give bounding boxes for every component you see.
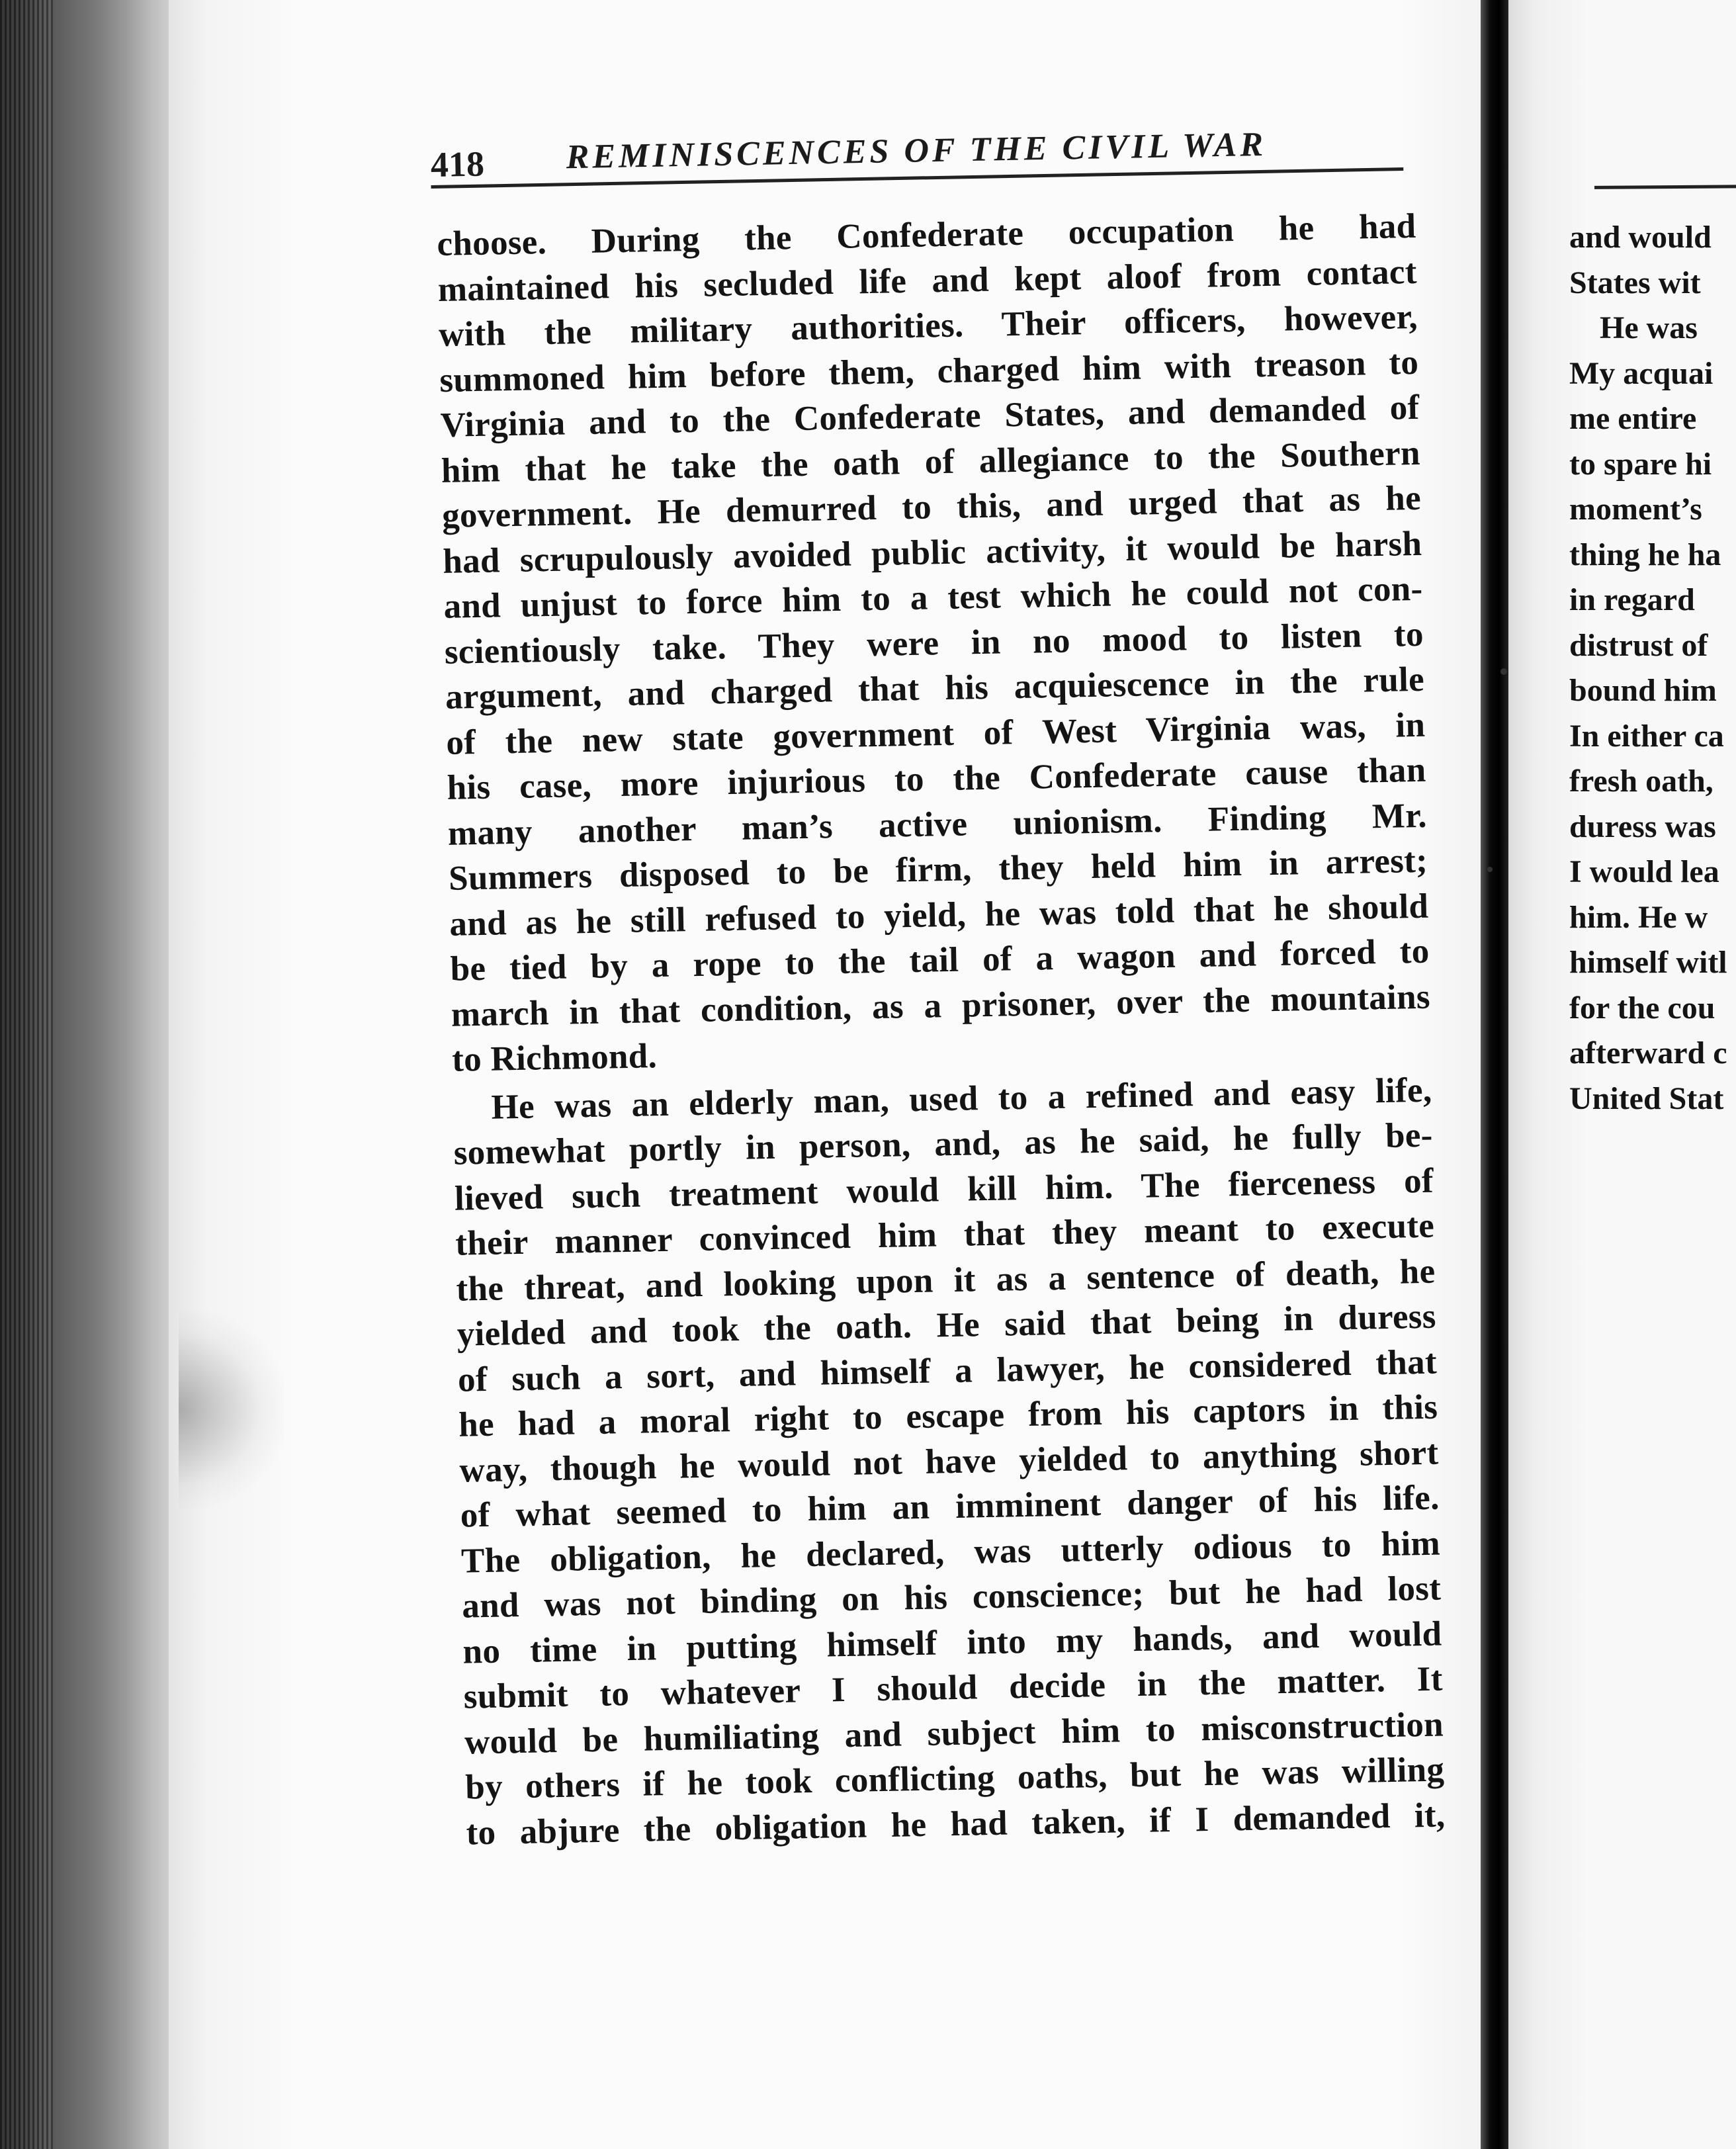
text-line: lieved such treatment would kill him. The fierceness of: [454, 1161, 1434, 1218]
text-line: to Richmond.: [451, 1037, 658, 1079]
text-line: thing he ha: [1569, 537, 1721, 572]
text-line: and was not binding on his conscience; but he had lost: [461, 1569, 1442, 1626]
page-body: [437, 204, 1446, 1856]
text-line: in regard: [1569, 582, 1695, 617]
text-line: of the new state government of West Virginia was, in: [445, 705, 1426, 762]
text-line: Summers disposed to be firm, they held him in arrest;: [448, 841, 1428, 898]
text-line: moment’s: [1569, 492, 1702, 527]
text-line: choose. During the Confederate occupation he had: [437, 206, 1416, 263]
text-line: himself witl: [1569, 945, 1727, 980]
text-line: their manner convinced him that they meant to execute: [455, 1206, 1435, 1263]
text-line: be tied by a rope to the tail of a wagon and forced to: [450, 932, 1430, 988]
text-line: He was: [1600, 310, 1698, 345]
text-line: distrust of: [1569, 627, 1708, 663]
scan-speck: [1500, 668, 1507, 675]
text-line: with the military authorities. Their officers, however,: [438, 297, 1418, 354]
text-line: to abjure the obligation he had taken, if I demanded it,: [466, 1795, 1446, 1853]
text-line: United Stat: [1569, 1080, 1724, 1116]
text-line: argument, and charged that his acquiescence in the rule: [445, 660, 1425, 717]
page-stain: [179, 1310, 284, 1509]
page-number: 418: [430, 144, 485, 185]
text-line: his case, more injurious to the Confederate cause than: [447, 750, 1426, 807]
text-line: I would lea: [1569, 854, 1719, 889]
text-line: the threat, and looking upon it as a sentence of death, he: [456, 1252, 1436, 1309]
text-line: States wit: [1569, 265, 1701, 300]
text-line: and would: [1569, 220, 1712, 255]
book-gutter: [0, 0, 179, 2149]
text-line: somewhat portly in person, and, as he said, he fully be-: [453, 1116, 1434, 1172]
text-line: The obligation, he declared, was utterly odious to him: [460, 1524, 1441, 1581]
text-line: he had a moral right to escape from his captors in this: [458, 1387, 1438, 1444]
text-line: He was an elderly man, used to a refined and easy life,: [491, 1071, 1432, 1127]
text-line: him that he take the oath of allegiance to the Southern: [441, 433, 1421, 490]
text-line: many another man’s active unionism. Finding Mr.: [447, 796, 1428, 853]
text-line: way, though he would not have yielded to anything short: [459, 1433, 1439, 1490]
text-line: In either ca: [1569, 718, 1724, 754]
running-title: REMINISCENCES OF THE CIVIL WAR: [566, 125, 1267, 177]
text-line: Virginia and to the Confederate States, and demanded of: [440, 388, 1420, 445]
page-fold: [1481, 0, 1508, 2149]
facing-header-rule: [1594, 185, 1736, 189]
text-line: me entire: [1569, 401, 1697, 436]
text-line: yielded and took the oath. He said that being in duress: [456, 1297, 1437, 1354]
text-line: afterward c: [1569, 1035, 1727, 1071]
scan-speck: [1487, 867, 1493, 872]
text-line: My acquai: [1569, 355, 1714, 391]
facing-page: [1508, 0, 1736, 2149]
text-line: summoned him before them, charged him with treason to: [439, 343, 1419, 400]
text-line: government. He demurred to this, and urged that as he: [441, 478, 1422, 535]
text-line: had scrupulously avoided public activity, it would be harsh: [442, 524, 1422, 581]
text-line: duress was: [1569, 809, 1716, 844]
text-line: scientiously take. They were in no mood to listen to: [444, 615, 1424, 672]
text-line: fresh oath,: [1569, 764, 1714, 799]
text-line: no time in putting himself into my hands, and would: [462, 1614, 1442, 1671]
text-line: by others if he took conflicting oaths, but he was willing: [464, 1750, 1445, 1807]
text-line: march in that condition, as a prisoner, over the mountains: [451, 977, 1431, 1034]
text-line: submit to whatever I should decide in the matter. It: [463, 1659, 1444, 1716]
text-line: bound him: [1569, 673, 1717, 708]
text-line: of such a sort, and himself a lawyer, he considered that: [457, 1342, 1438, 1399]
facing-page-body: [1569, 215, 1736, 1121]
text-line: for the cou: [1569, 990, 1715, 1026]
text-line: and unjust to force him to a test which he could not con-: [443, 569, 1423, 626]
text-line: and as he still refused to yield, he was told that he should: [449, 887, 1429, 943]
text-line: maintained his secluded life and kept aloof from contact: [437, 252, 1418, 309]
text-line: to spare hi: [1569, 446, 1712, 482]
text-line: would be humiliating and subject him to misconstruction: [464, 1704, 1444, 1762]
text-line: of what seemed to him an imminent danger of his life.: [460, 1478, 1440, 1535]
text-line: him. He w: [1569, 899, 1708, 935]
